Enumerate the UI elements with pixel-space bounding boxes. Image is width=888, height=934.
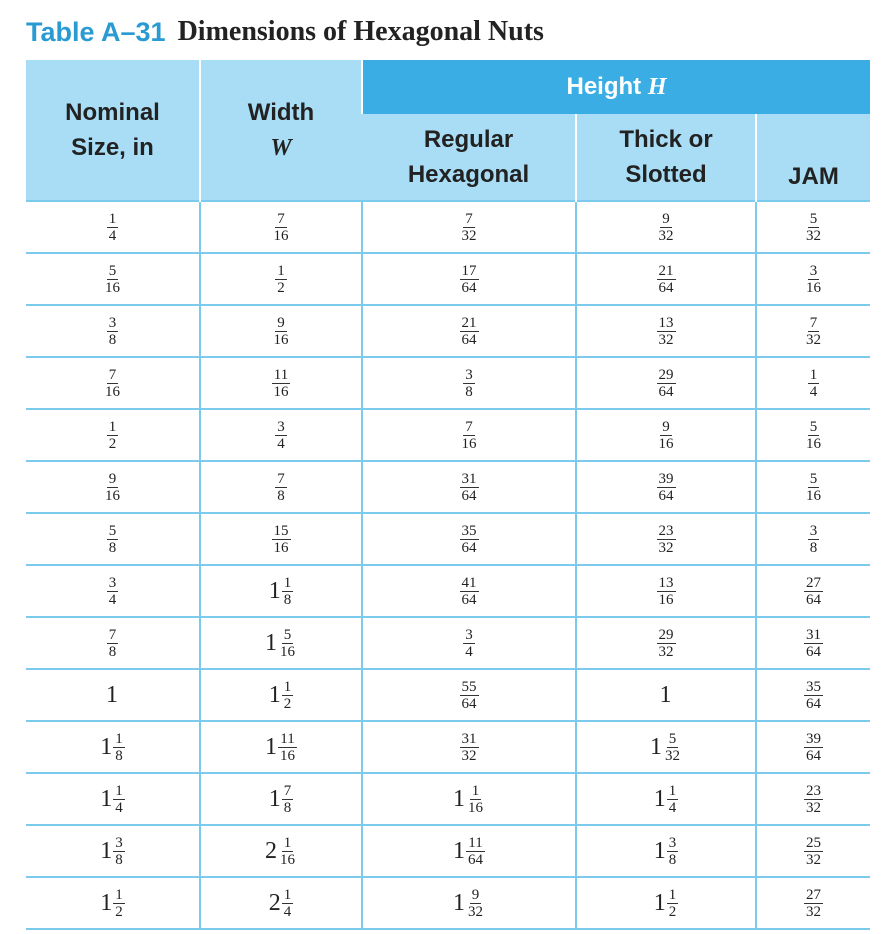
cell-thick-slotted xyxy=(576,305,756,357)
cell-value: $\frac{13}{16}$ xyxy=(658,575,674,608)
table-row xyxy=(26,305,870,357)
table-row xyxy=(26,773,870,825)
cell-regular-hexagonal xyxy=(362,721,576,773)
cell-value: 1 $\frac{1}{2}$ xyxy=(100,886,123,920)
cell-jam xyxy=(756,513,870,565)
cell-value: $\frac{41}{64}$ xyxy=(461,575,477,608)
cell-value: $\frac{9}{16}$ xyxy=(658,419,674,452)
cell-value: $\frac{7}{16}$ xyxy=(105,367,120,400)
cell-value: $\frac{1}{4}$ xyxy=(108,211,117,244)
cell-value: $\frac{17}{64}$ xyxy=(461,263,477,296)
cell-nominal-size xyxy=(26,409,200,461)
cell-thick-slotted xyxy=(576,877,756,929)
table-row xyxy=(26,201,870,253)
cell-value: $\frac{21}{64}$ xyxy=(461,315,477,348)
cell-width xyxy=(200,357,362,409)
cell-value: $\frac{25}{32}$ xyxy=(806,835,821,868)
cell-value: $\frac{15}{16}$ xyxy=(273,523,289,556)
cell-value: $\frac{5}{16}$ xyxy=(806,471,821,504)
cell-value: $\frac{31}{64}$ xyxy=(461,471,477,504)
cell-width xyxy=(200,461,362,513)
header-nominal-size xyxy=(26,60,200,201)
cell-value: 2 $\frac{1}{16}$ xyxy=(265,834,295,868)
cell-value: $\frac{3}{8}$ xyxy=(108,315,117,348)
cell-width xyxy=(200,305,362,357)
cell-thick-slotted xyxy=(576,409,756,461)
cell-thick-slotted xyxy=(576,669,756,721)
cell-value: $\frac{7}{32}$ xyxy=(461,211,477,244)
cell-value: 1 $\frac{7}{8}$ xyxy=(268,782,292,816)
cell-width xyxy=(200,669,362,721)
cell-thick-slotted xyxy=(576,253,756,305)
cell-thick-slotted xyxy=(576,461,756,513)
cell-value: $\frac{5}{32}$ xyxy=(806,211,821,244)
table-row xyxy=(26,617,870,669)
cell-value: $\frac{3}{4}$ xyxy=(465,627,473,660)
cell-value: $\frac{55}{64}$ xyxy=(461,679,477,712)
cell-jam xyxy=(756,565,870,617)
cell-value: 1 $\frac{1}{16}$ xyxy=(453,782,483,816)
cell-width xyxy=(200,409,362,461)
table-row xyxy=(26,877,870,929)
table-row xyxy=(26,721,870,773)
cell-nominal-size xyxy=(26,201,200,253)
cell-nominal-size xyxy=(26,617,200,669)
cell-value: 1 $\frac{1}{8}$ xyxy=(268,574,292,608)
header-nominal-line2: Size, in xyxy=(71,134,154,161)
cell-value: 1 $\frac{1}{8}$ xyxy=(100,730,123,764)
cell-jam xyxy=(756,825,870,877)
header-thick-slotted xyxy=(576,114,756,201)
cell-width xyxy=(200,825,362,877)
cell-value: 1 xyxy=(659,681,672,708)
table-row xyxy=(26,461,870,513)
header-thick-line2: Slotted xyxy=(625,161,707,188)
cell-value: 1 $\frac{3}{8}$ xyxy=(653,834,677,868)
cell-width xyxy=(200,721,362,773)
cell-jam xyxy=(756,877,870,929)
cell-nominal-size xyxy=(26,877,200,929)
cell-value: 1 $\frac{5}{32}$ xyxy=(650,730,680,764)
cell-regular-hexagonal xyxy=(362,877,576,929)
cell-jam xyxy=(756,305,870,357)
cell-nominal-size xyxy=(26,721,200,773)
cell-regular-hexagonal xyxy=(362,357,576,409)
cell-value: $\frac{7}{32}$ xyxy=(806,315,821,348)
cell-thick-slotted xyxy=(576,721,756,773)
cell-jam xyxy=(756,773,870,825)
cell-value: $\frac{23}{32}$ xyxy=(658,523,674,556)
cell-value: $\frac{7}{16}$ xyxy=(273,211,289,244)
cell-value: 2 $\frac{1}{4}$ xyxy=(268,886,292,920)
cell-jam xyxy=(756,201,870,253)
cell-value: $\frac{39}{64}$ xyxy=(806,731,821,764)
cell-value: $\frac{9}{16}$ xyxy=(273,315,289,348)
cell-width xyxy=(200,565,362,617)
table-row xyxy=(26,565,870,617)
cell-thick-slotted xyxy=(576,565,756,617)
table-row xyxy=(26,513,870,565)
table-title xyxy=(26,14,544,50)
cell-value: $\frac{5}{8}$ xyxy=(108,523,117,556)
cell-regular-hexagonal xyxy=(362,409,576,461)
cell-value: $\frac{5}{16}$ xyxy=(105,263,120,296)
cell-value: $\frac{29}{32}$ xyxy=(658,627,674,660)
cell-value: $\frac{7}{16}$ xyxy=(461,419,477,452)
header-regular-line2: Hexagonal xyxy=(407,161,530,188)
cell-value: $\frac{3}{8}$ xyxy=(809,523,818,556)
cell-jam xyxy=(756,669,870,721)
cell-value: $\frac{31}{32}$ xyxy=(461,731,477,764)
header-height-group xyxy=(362,60,870,114)
header-width xyxy=(200,60,362,201)
cell-value: $\frac{11}{16}$ xyxy=(273,367,289,400)
cell-width xyxy=(200,513,362,565)
header-regular-line1: Regular xyxy=(423,126,514,153)
cell-nominal-size xyxy=(26,825,200,877)
cell-value: $\frac{21}{64}$ xyxy=(658,263,674,296)
header-height-var: H xyxy=(647,74,667,100)
cell-value: $\frac{3}{4}$ xyxy=(108,575,117,608)
cell-jam xyxy=(756,721,870,773)
cell-nominal-size xyxy=(26,773,200,825)
cell-regular-hexagonal xyxy=(362,513,576,565)
table-row xyxy=(26,253,870,305)
cell-value: 1 $\frac{11}{64}$ xyxy=(453,834,483,868)
cell-regular-hexagonal xyxy=(362,825,576,877)
table-row xyxy=(26,669,870,721)
cell-nominal-size xyxy=(26,461,200,513)
cell-value: $\frac{13}{32}$ xyxy=(658,315,674,348)
cell-value: $\frac{3}{4}$ xyxy=(277,419,285,452)
cell-value: 1 $\frac{11}{16}$ xyxy=(265,730,295,764)
table-number: Table A–31 xyxy=(26,16,166,47)
header-regular-hexagonal xyxy=(362,114,576,201)
table-row xyxy=(26,409,870,461)
cell-value: $\frac{7}{8}$ xyxy=(277,471,285,504)
cell-value: $\frac{27}{64}$ xyxy=(806,575,821,608)
cell-width xyxy=(200,877,362,929)
cell-value: 1 $\frac{1}{2}$ xyxy=(268,678,292,712)
header-jam-label: JAM xyxy=(788,163,839,190)
cell-jam xyxy=(756,617,870,669)
header-thick-line1: Thick or xyxy=(619,126,713,153)
table-row xyxy=(26,357,870,409)
cell-value: $\frac{3}{8}$ xyxy=(465,367,473,400)
cell-value: $\frac{1}{2}$ xyxy=(277,263,285,296)
cell-thick-slotted xyxy=(576,825,756,877)
cell-value: $\frac{9}{32}$ xyxy=(658,211,674,244)
cell-value: $\frac{1}{4}$ xyxy=(809,367,818,400)
cell-value: 1 $\frac{1}{4}$ xyxy=(653,782,677,816)
cell-width xyxy=(200,201,362,253)
cell-nominal-size xyxy=(26,565,200,617)
cell-value: 1 $\frac{5}{16}$ xyxy=(265,626,295,660)
cell-value: $\frac{23}{32}$ xyxy=(806,783,821,816)
cell-value: 1 $\frac{1}{2}$ xyxy=(653,886,677,920)
cell-value: $\frac{7}{8}$ xyxy=(108,627,117,660)
cell-thick-slotted xyxy=(576,513,756,565)
table-row xyxy=(26,825,870,877)
cell-thick-slotted xyxy=(576,773,756,825)
cell-regular-hexagonal xyxy=(362,565,576,617)
cell-width xyxy=(200,253,362,305)
header-jam xyxy=(756,114,870,201)
cell-nominal-size xyxy=(26,357,200,409)
cell-value: $\frac{9}{16}$ xyxy=(105,471,120,504)
hex-nut-table xyxy=(26,60,870,930)
cell-value: 1 $\frac{3}{8}$ xyxy=(100,834,123,868)
cell-jam xyxy=(756,461,870,513)
cell-regular-hexagonal xyxy=(362,773,576,825)
table-body xyxy=(26,201,870,929)
cell-nominal-size xyxy=(26,253,200,305)
cell-jam xyxy=(756,409,870,461)
cell-width xyxy=(200,773,362,825)
cell-value: 1 $\frac{1}{4}$ xyxy=(100,782,123,816)
header-width-var: W xyxy=(270,134,292,161)
cell-thick-slotted xyxy=(576,357,756,409)
cell-value: $\frac{31}{64}$ xyxy=(806,627,821,660)
cell-regular-hexagonal xyxy=(362,253,576,305)
cell-regular-hexagonal xyxy=(362,617,576,669)
cell-value: 1 xyxy=(106,681,118,708)
cell-value: $\frac{3}{16}$ xyxy=(806,263,821,296)
header-height-label: Height xyxy=(566,73,642,100)
cell-regular-hexagonal xyxy=(362,305,576,357)
cell-nominal-size xyxy=(26,305,200,357)
cell-regular-hexagonal xyxy=(362,669,576,721)
cell-value: 1 $\frac{9}{32}$ xyxy=(453,886,483,920)
cell-regular-hexagonal xyxy=(362,461,576,513)
header-width-line1: Width xyxy=(247,98,315,126)
cell-value: $\frac{35}{64}$ xyxy=(806,679,821,712)
cell-value: $\frac{29}{64}$ xyxy=(658,367,674,400)
cell-thick-slotted xyxy=(576,617,756,669)
cell-value: $\frac{5}{16}$ xyxy=(806,419,821,452)
cell-value: $\frac{35}{64}$ xyxy=(461,523,477,556)
cell-regular-hexagonal xyxy=(362,201,576,253)
cell-nominal-size xyxy=(26,513,200,565)
cell-jam xyxy=(756,357,870,409)
cell-value: $\frac{27}{32}$ xyxy=(806,887,821,920)
cell-jam xyxy=(756,253,870,305)
table-caption: Dimensions of Hexagonal Nuts xyxy=(177,16,544,47)
header-nominal-line1: Nominal xyxy=(65,99,160,126)
cell-width xyxy=(200,617,362,669)
cell-nominal-size xyxy=(26,669,200,721)
cell-thick-slotted xyxy=(576,201,756,253)
cell-value: $\frac{1}{2}$ xyxy=(108,419,117,452)
cell-value: $\frac{39}{64}$ xyxy=(658,471,674,504)
